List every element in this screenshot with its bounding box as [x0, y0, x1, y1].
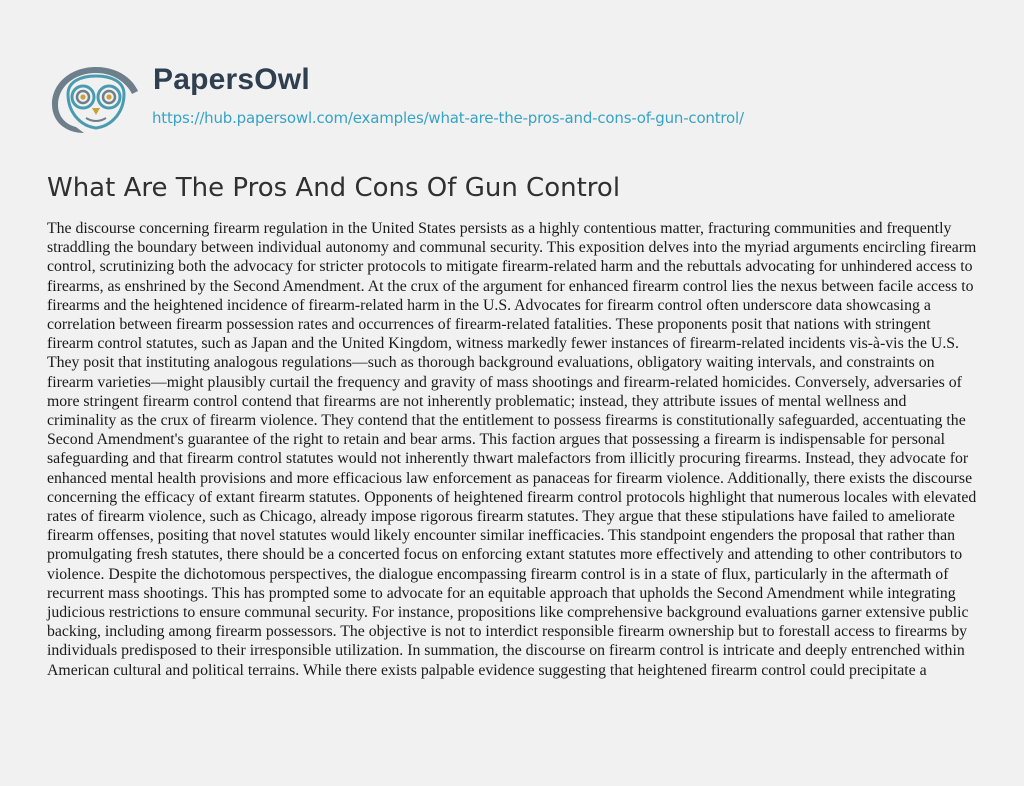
brand-name[interactable]: PapersOwl — [153, 63, 310, 96]
article-body: The discourse concerning firearm regulation in the United States persists as a highly contentious matter, fracturing communities and frequently straddling the boundary between individual autonomy and communal security. This exposition delves into the myriad arguments encircling firearm control, scrutinizing both the advocacy for stricter protocols to mitigate firearm-related harm and the rebuttals advocating for unhindered access to firearms, as enshrined by the Second Amendment. At the crux of the argument for enhanced firearm control lies the nexus between facile access to firearms and the heightened incidence of firearm-related harm in the U.S. Advocates for firearm control often underscore data showcasing a correlation between firearm possession rates and occurrences of firearm-related fatalities. These proponents posit that nations with stringent firearm control statutes, such as Japan and the United Kingdom, witness markedly fewer instances of firearm-related incidents vis-à-vis the U.S. They posit that instituting analogous regulations—such as thorough background evaluations, obligatory waiting intervals, and constraints on firearm varieties—might plausibly curtail the frequency and gravity of mass shootings and firearm-related homicides. Conversely, adversaries of more stringent firearm control contend that firearms are not inherently problematic; instead, they attribute issues of mental wellness and criminality as the crux of firearm violence. They contend that the entitlement to possess firearms is constitutionally safeguarded, accentuating the Second Amendment's guarantee of the right to retain and bear arms. This faction argues that possessing a firearm is indispensable for personal safeguarding and that firearm control statutes would not inherently thwart malefactors from illicitly procuring firearms. Instead, they advocate for enhanced mental health provisions and more efficacious law enforcement as panaceas for firearm violence. Additionally, there exists the discourse concerning the efficacy of extant firearm statutes. Opponents of heightened firearm control protocols highlight that numerous locales with elevated rates of firearm violence, such as Chicago, already impose rigorous firearm statutes. They argue that these stipulations have failed to ameliorate firearm offenses, positing that novel statutes would likely encounter similar inefficacies. This standpoint engenders the proposal that rather than promulgating fresh statutes, there should be a concerted focus on enforcing extant statutes more effectively and attending to other contributors to violence. Despite the dichotomous perspectives, the dialogue encompassing firearm control is in a state of flux, particularly in the aftermath of recurrent mass shootings. This has prompted some to advocate for an equitable approach that upholds the Second Amendment while integrating judicious restrictions to ensure communal security. For instance, propositions like comprehensive background evaluations garner extensive public backing, including among firearm possessors. The objective is not to interdict responsible firearm ownership but to forestall access to firearms by individuals predisposed to their irresponsible utilization. In summation, the discourse on firearm control is intricate and deeply entrenched within American cultural and political terrains. While there exists palpable evidence suggesting that heightened firearm control could precipitate a — [47, 220, 977, 679]
owl-logo-icon — [46, 64, 146, 136]
article-title: What Are The Pros And Cons Of Gun Control — [47, 173, 621, 203]
page-header — [0, 0, 1024, 160]
source-url[interactable]: https://hub.papersowl.com/examples/what-are-the-pros-and-cons-of-gun-control/ — [152, 109, 744, 127]
